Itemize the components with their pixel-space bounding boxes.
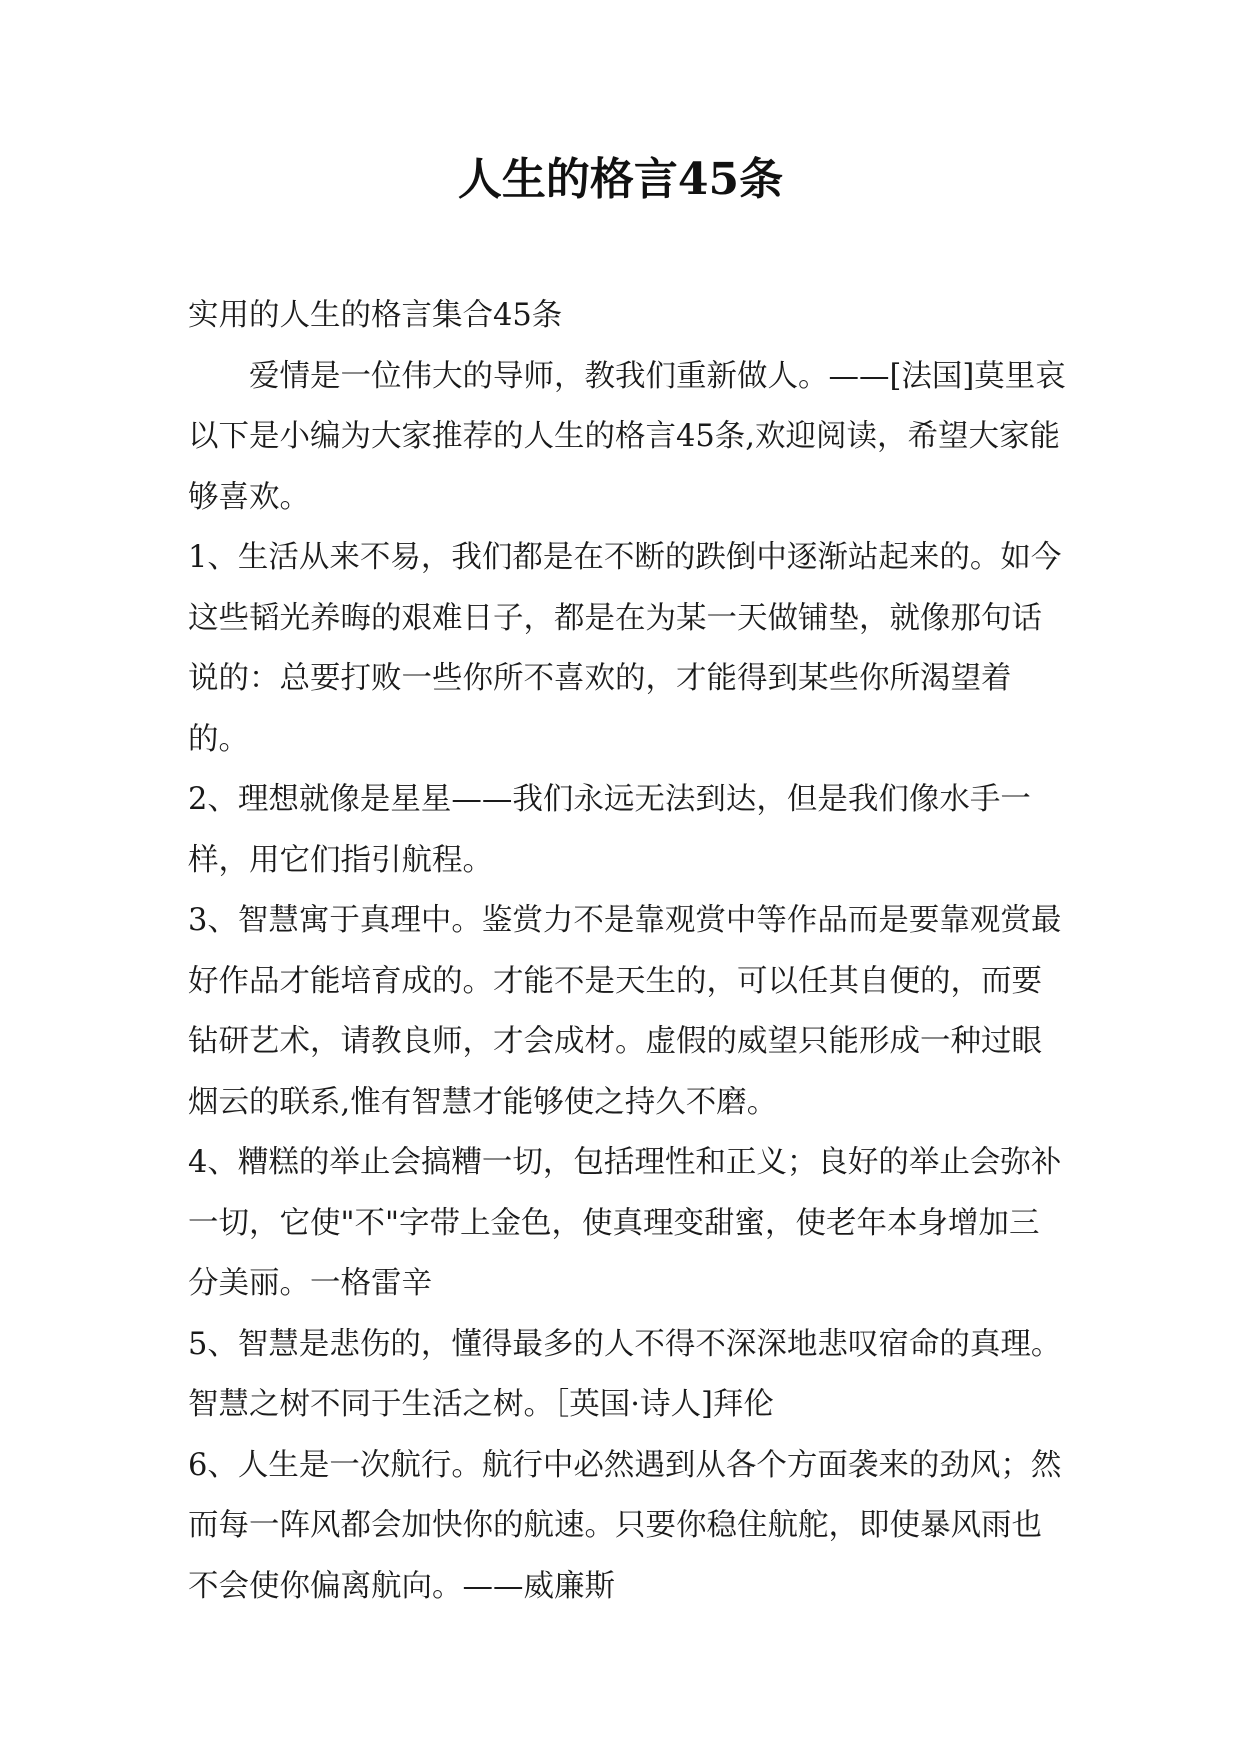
quote-paragraph-4: 4、糟糕的举止会搞糟一切，包括理性和正义；良好的举止会弥补一切，它使"不"字带上金色，使真理变甜蜜，使老年本身增加三分美丽。一格雷辛 [188, 1145, 1062, 1301]
quote-paragraph-3: 3、智慧寓于真理中。鉴赏力不是靠观赏中等作品而是要靠观赏最好作品才能培育成的。才能不是天生的，可以任其自便的，而要钻研艺术，请教良师，才会成材。虚假的威望只能形成一种过眼烟云的联系,惟有智慧才能够使之持久不磨。 [188, 903, 1062, 1120]
intro-paragraph: 爱情是一位伟大的导师，教我们重新做人。——[法国]莫里哀以下是小编为大家推荐的人生的格言45条,欢迎阅读，希望大家能够喜欢。 [188, 358, 1066, 515]
document-title: 人生的格言45条 [457, 154, 784, 205]
quote-paragraph-6: 6、人生是一次航行。航行中必然遇到从各个方面袭来的劲风；然而每一阵风都会加快你的航速。只要你稳住航舵，即使暴风雨也不会使你偏离航向。——威廉斯 [188, 1447, 1062, 1604]
quote-paragraph-5: 5、智慧是悲伤的，懂得最多的人不得不深深地悲叹宿命的真理。智慧之树不同于生活之树。［英国·诗人]拜伦 [188, 1326, 1062, 1422]
quote-paragraph-2: 2、理想就像是星星——我们永远无法到达，但是我们像水手一样，用它们指引航程。 [188, 782, 1031, 878]
subtitle-line: 实用的人生的格言集合45条 [188, 298, 563, 333]
quote-paragraph-1: 1、生活从来不易，我们都是在不断的跌倒中逐渐站起来的。如今这些韬光养晦的艰难日子，都是在为某一天做铺垫，就像那句话说的：总要打败一些你所不喜欢的，才能得到某些你所渴望着的。 [188, 540, 1062, 757]
document-body [188, 286, 1068, 1617]
